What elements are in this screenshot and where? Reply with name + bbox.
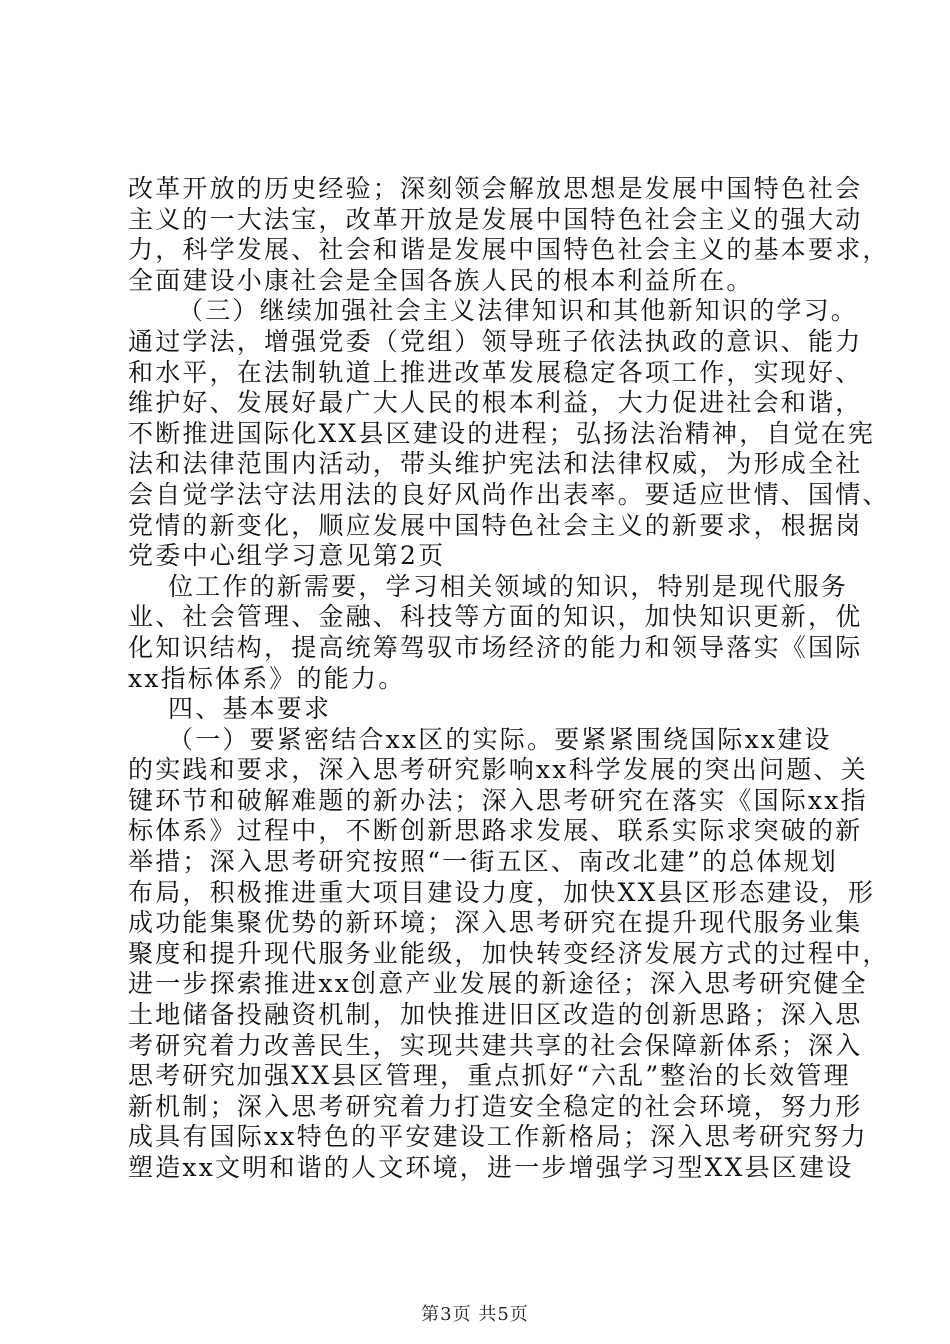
text-line: 位工作的新需要，学习相关领域的知识，特别是现代服务	[168, 571, 849, 601]
text-line: 通过学法，增强党委（党组）领导班子依法执政的意识、能力	[128, 326, 863, 356]
text-line: 键环节和破解难题的新办法；深入思考研究在落实《国际xx指	[128, 785, 868, 815]
text-line: 标体系》过程中，不断创新思路求发展、联系实际求突破的新	[128, 816, 863, 846]
text-line: 业、社会管理、金融、科技等方面的知识，加快知识更新，优	[128, 602, 863, 632]
text-line: 党情的新变化，顺应发展中国特色社会主义的新要求，根据岗	[128, 510, 863, 540]
text-line: 全面建设小康社会是全国各族人民的根本利益所在。	[128, 265, 754, 295]
running-header-text: 党委中心组学习意见第2页	[128, 541, 446, 571]
text-line: 化知识结构，提高统筹驾驭市场经济的能力和领导落实《国际	[128, 632, 863, 662]
text-line: 和水平，在法制轨道上推进改革发展稳定各项工作，实现好、	[128, 357, 863, 387]
text-line: 法和法律范围内活动，带头维护宪法和法律权威，为形成全社	[128, 449, 863, 479]
text-line: 主义的一大法宝，改革开放是发展中国特色社会主义的强大动	[128, 204, 863, 234]
text-line: xx指标体系》的能力。	[128, 663, 406, 693]
text-line: 考研究着力改善民生，实现共建共享的社会保障新体系；深入	[128, 1030, 863, 1060]
text-line: 维护好、发展好最广大人民的根本利益，大力促进社会和谐，	[128, 388, 863, 418]
text-line: 力，科学发展、社会和谐是发展中国特色社会主义的基本要求，	[128, 235, 890, 265]
document-body	[128, 174, 890, 1184]
section-heading-four: 四、基本要求	[168, 694, 332, 724]
section-heading-three: （三）继续加强社会主义法律知识和其他新知识的学习。	[178, 296, 859, 326]
text-line: 聚度和提升现代服务业能级，加快转变经济发展方式的过程中，	[128, 938, 890, 968]
text-line: 进一步探索推进xx创意产业发展的新途径；深入思考研究健全	[128, 969, 868, 999]
text-line: 的实践和要求，深入思考研究影响xx科学发展的突出问题、关	[128, 755, 868, 785]
page-number-footer: 第3页 共5页	[421, 1304, 529, 1325]
text-line: 成功能集聚优势的新环境；深入思考研究在提升现代服务业集	[128, 908, 863, 938]
text-line: 举措；深入思考研究按照“一街五区、南改北建”的总体规划	[128, 847, 838, 877]
subsection-heading-one: （一）要紧密结合xx区的实际。要紧紧围绕国际xx建设	[168, 724, 832, 754]
text-line: 成具有国际xx特色的平安建设工作新格局；深入思考研究努力	[128, 1122, 868, 1152]
text-line: 土地储备投融资机制，加快推进旧区改造的创新思路；深入思	[128, 1000, 863, 1030]
text-line: 新机制；深入思考研究着力打造安全稳定的社会环境，努力形	[128, 1091, 863, 1121]
text-line: 布局，积极推进重大项目建设力度，加快XX县区形态建设，形	[128, 877, 876, 907]
text-line: 会自觉学法守法用法的良好风尚作出表率。要适应世情、国情、	[128, 479, 890, 509]
text-line: 不断推进国际化XX县区建设的进程；弘扬法治精神，自觉在宪	[128, 418, 876, 448]
text-line: 思考研究加强XX县区管理，重点抓好“六乱”整治的长效管理	[128, 1061, 851, 1091]
text-line: 塑造xx文明和谐的人文环境，进一步增强学习型XX县区建设	[128, 1153, 854, 1182]
text-line: 改革开放的历史经验；深刻领会解放思想是发展中国特色社会	[128, 174, 863, 203]
